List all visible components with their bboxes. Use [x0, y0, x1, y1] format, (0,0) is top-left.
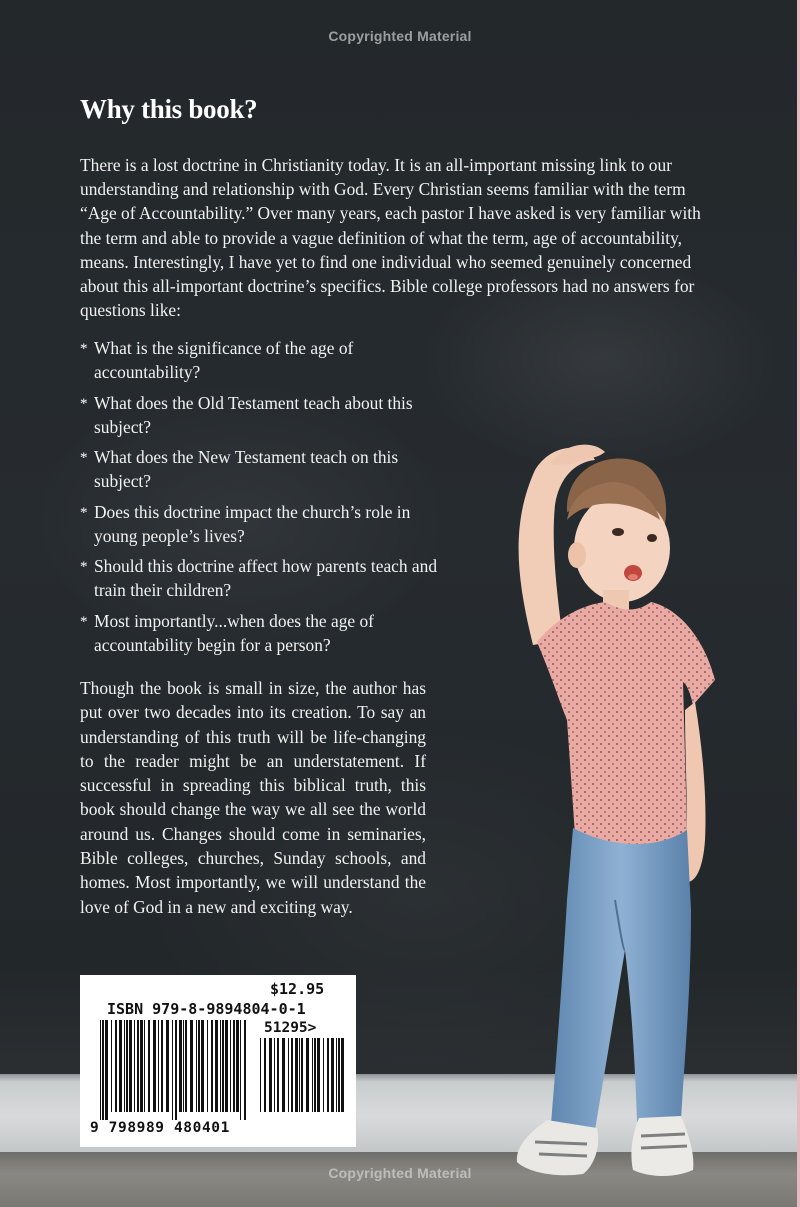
barcode-bar	[126, 1020, 128, 1112]
bullet-marker: *	[80, 613, 88, 630]
question-text: Most importantly...when does the age of accountability begin for a person?	[94, 610, 374, 655]
price-barcode	[258, 1038, 348, 1120]
copyright-watermark-top: Copyrighted Material	[328, 28, 472, 44]
barcode-bar	[158, 1020, 159, 1112]
bullet-marker: *	[80, 341, 88, 357]
barcode-bar	[115, 1020, 117, 1112]
list-item	[80, 336, 440, 384]
barcode-bar	[222, 1020, 224, 1112]
barcode-bar	[207, 1020, 208, 1112]
barcode-bar	[148, 1020, 150, 1112]
barcode-bar	[306, 1038, 309, 1112]
bullet-marker: *	[80, 559, 88, 575]
closing-paragraph: Though the book is small in size, the author has put over two decades into its creation. To say an understanding of this truth will be life-changing to the reader might be an understatement. If successful in spreading this biblical truth, this book should change the way we all see the world around us. Changes should come in seminaries, Bible colleges, churches, Sunday schools, and homes. Most importantly, we will understand the love of God in a new and exciting way.	[80, 678, 426, 917]
barcode-bar	[179, 1020, 182, 1112]
barcode-bar	[175, 1020, 177, 1120]
barcode-bar	[183, 1020, 184, 1112]
barcode-bar	[323, 1038, 324, 1112]
barcode-bar	[215, 1020, 218, 1112]
barcode-bar	[105, 1020, 108, 1120]
list-item	[80, 609, 440, 657]
question-text: What does the New Testament teach on this subject?	[94, 447, 399, 491]
barcode-bar	[196, 1020, 197, 1112]
barcode-bar	[211, 1020, 213, 1112]
barcode-bar	[236, 1020, 239, 1112]
barcode-bar	[119, 1020, 122, 1112]
barcode-bar	[299, 1038, 300, 1112]
questions-list	[80, 336, 440, 663]
question-text: What does the Old Testament teach about this subject?	[94, 392, 413, 437]
list-item	[80, 554, 440, 602]
barcode-bar	[295, 1038, 298, 1112]
barcode-bar	[144, 1020, 145, 1112]
barcode-bar	[137, 1020, 139, 1112]
question-text: What is the significance of the age of accountability?	[94, 338, 354, 382]
bullet-marker: *	[80, 450, 88, 466]
isbn-barcode	[98, 1020, 248, 1120]
barcode-bar	[336, 1038, 337, 1112]
barcode-bar	[161, 1020, 163, 1112]
barcode-bar	[341, 1038, 344, 1112]
section-heading: Why this book?	[80, 94, 258, 124]
barcode-bar	[260, 1038, 261, 1112]
bullet-marker: *	[80, 504, 88, 521]
barcode-bar	[282, 1038, 285, 1112]
intro-paragraph: There is a lost doctrine in Christianity today. It is an all-important missing link to our understanding and relationship with God. Every Christian seems familiar with the term “Age of Accountability.” Over many years, each pastor I have asked is very familiar with the term and able to provide a vague definition of what the term, age of accountability, means. Interestingly, I have yet to find one individual who seemed genuinely concerned about this all-important doctrine’s specifics. Bible college professors had no answers for questions like:	[80, 155, 701, 321]
barcode-bar	[190, 1020, 193, 1112]
question-text: Should this doctrine affect how parents teach and train their children?	[94, 556, 438, 600]
barcode-bar	[301, 1038, 303, 1112]
barcode-bar	[277, 1038, 279, 1112]
barcode-bar	[129, 1020, 132, 1112]
barcode-bar	[166, 1020, 169, 1112]
barcode-bar	[244, 1020, 246, 1120]
bullet-marker: *	[80, 395, 88, 412]
barcode-bar	[269, 1038, 272, 1112]
barcode-bar	[230, 1020, 231, 1112]
barcode-bar	[153, 1020, 156, 1112]
barcode-bar	[331, 1038, 334, 1112]
barcode-bar	[225, 1020, 228, 1112]
barcode-bar	[291, 1038, 293, 1112]
barcode-bar	[327, 1038, 329, 1112]
list-item	[80, 391, 440, 439]
barcode-bar	[288, 1038, 289, 1112]
barcode-bar	[240, 1020, 241, 1120]
list-item	[80, 445, 440, 493]
price-code-label: 51295>	[264, 1020, 317, 1036]
barcode-bar	[201, 1020, 204, 1112]
barcode-bar	[314, 1038, 316, 1112]
copyright-watermark-bottom: Copyrighted Material	[328, 1165, 472, 1181]
barcode-bar	[134, 1020, 135, 1112]
list-item	[80, 500, 440, 548]
barcode-bar	[140, 1020, 143, 1112]
isbn-label: ISBN 979-8-9894804-0-1	[107, 1000, 306, 1018]
barcode-bar	[317, 1038, 320, 1112]
barcode-bar	[312, 1038, 313, 1112]
barcode-bar	[185, 1020, 187, 1112]
barcode-bar	[274, 1038, 275, 1112]
price-label: $12.95	[270, 980, 325, 998]
barcode-bar	[102, 1020, 104, 1120]
barcode-bar	[220, 1020, 221, 1112]
barcode-digits: 9 798989 480401	[90, 1120, 230, 1136]
barcode-bar	[233, 1020, 235, 1112]
barcode-bar	[264, 1038, 266, 1112]
barcode-bar	[198, 1020, 200, 1112]
barcode-bar	[124, 1020, 125, 1112]
barcode-bar	[172, 1020, 173, 1120]
barcode-bar	[100, 1020, 101, 1120]
question-text: Does this doctrine impact the church’s role in young people’s lives?	[94, 501, 411, 546]
toddler-photo	[455, 430, 755, 1190]
barcode-bar	[338, 1038, 340, 1112]
barcode-bar	[111, 1020, 112, 1112]
